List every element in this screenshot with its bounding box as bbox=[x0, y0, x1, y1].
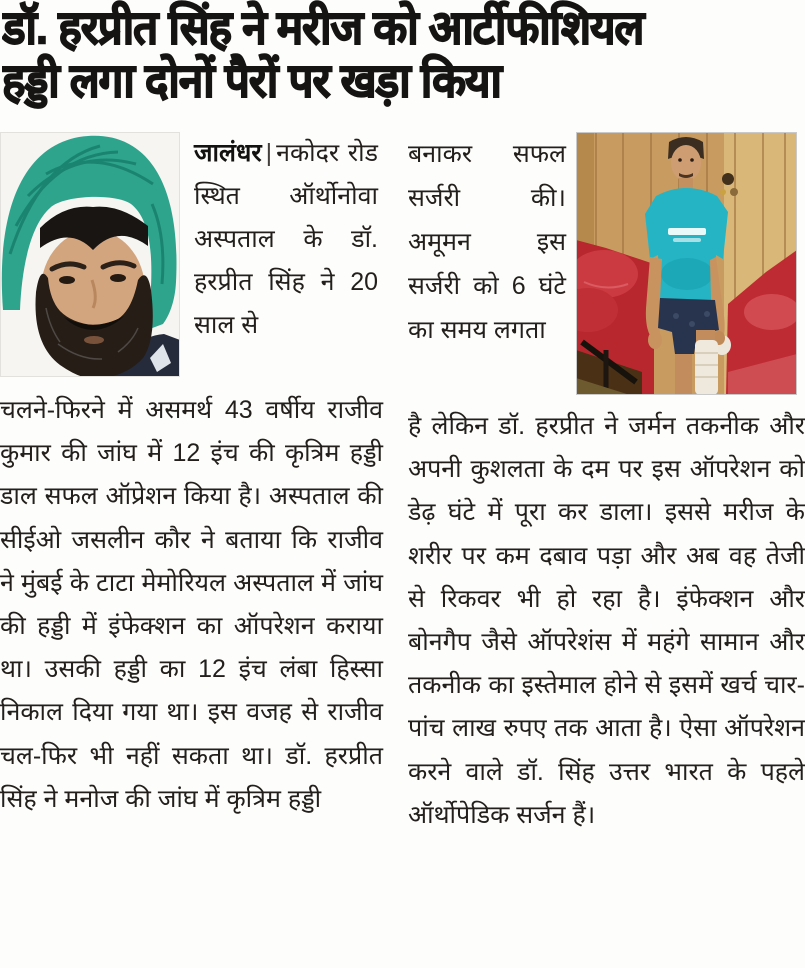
left-intro-text: नकोदर रोड स्थित ऑर्थोनोवा अस्पताल के डॉ. हरप्रीत सिंह ने 20 साल से bbox=[194, 139, 378, 339]
article-body bbox=[0, 132, 805, 837]
right-top-row bbox=[408, 132, 805, 395]
article-headline bbox=[0, 0, 805, 106]
left-intro-paragraph bbox=[194, 132, 378, 347]
column-gutter bbox=[383, 132, 408, 837]
right-narrow-text: बनाकर सफल सर्जरी की। अमूमन इस सर्जरी को 6 घंटे का समय लगता bbox=[408, 140, 566, 344]
headline-line-1: डॉ. हरप्रीत सिंह ने मरीज को आर्टीफीशियल bbox=[2, 2, 644, 55]
left-top-row bbox=[0, 132, 383, 377]
hospital-bed-left bbox=[576, 240, 654, 395]
dateline: जालंधर bbox=[194, 139, 262, 167]
headline-line-2: हड्डी लगा दोनों पैरों पर खड़ा किया bbox=[2, 55, 501, 108]
right-body-text: है लेकिन डॉ. हरप्रीत ने जर्मन तकनीक और अपनी कुशलता के दम पर इस ऑपरेशन को डेढ़ घंटे में पूरा कर डाला। इससे मरीज के शरीर पर कम दबाव पड़ा और अब वह तेजी से रिकवर भी हो रहा है। इंफेक्शन और बोनगैप जैसे ऑपरेशंस में महंगे सामान और तकनीक का इस्तेमाल होने से इसमें खर्च चार-पांच लाख रुपए तक आता है। ऐसा ऑपरेशन करने वाले डॉ. सिंह उत्तर भारत के पहले ऑर्थोपेडिक सर्जन हैं। bbox=[408, 412, 805, 829]
leg-bandage bbox=[695, 340, 718, 395]
doctor-photo bbox=[0, 132, 180, 377]
left-body-text: चलने-फिरने में असमर्थ 43 वर्षीय राजीव कुमार की जांघ में 12 इंच की कृत्रिम हड्डी डाल सफल ऑप्रेशन किया है। अस्पताल की सीईओ जसलीन कौर ने बताया कि राजीव ने मुंबई के टाटा मेमोरियल अस्पताल में जांघ की हड्डी में इंफेक्शन का ऑपरेशन कराया था। उसकी हड्डी का 12 इंच लंबा हिस्सा निकाल दिया गया था। इस वजह से राजीव चल-फिर भी नहीं सकता था। डॉ. हरप्रीत सिंह ने मनोज की जांघ में कृत्रिम हड्डी bbox=[0, 396, 383, 813]
patient-photo bbox=[576, 132, 797, 395]
right-column bbox=[408, 132, 805, 837]
dateline-separator: | bbox=[265, 139, 273, 167]
shirt-graphic bbox=[668, 228, 706, 235]
left-column bbox=[0, 132, 383, 837]
